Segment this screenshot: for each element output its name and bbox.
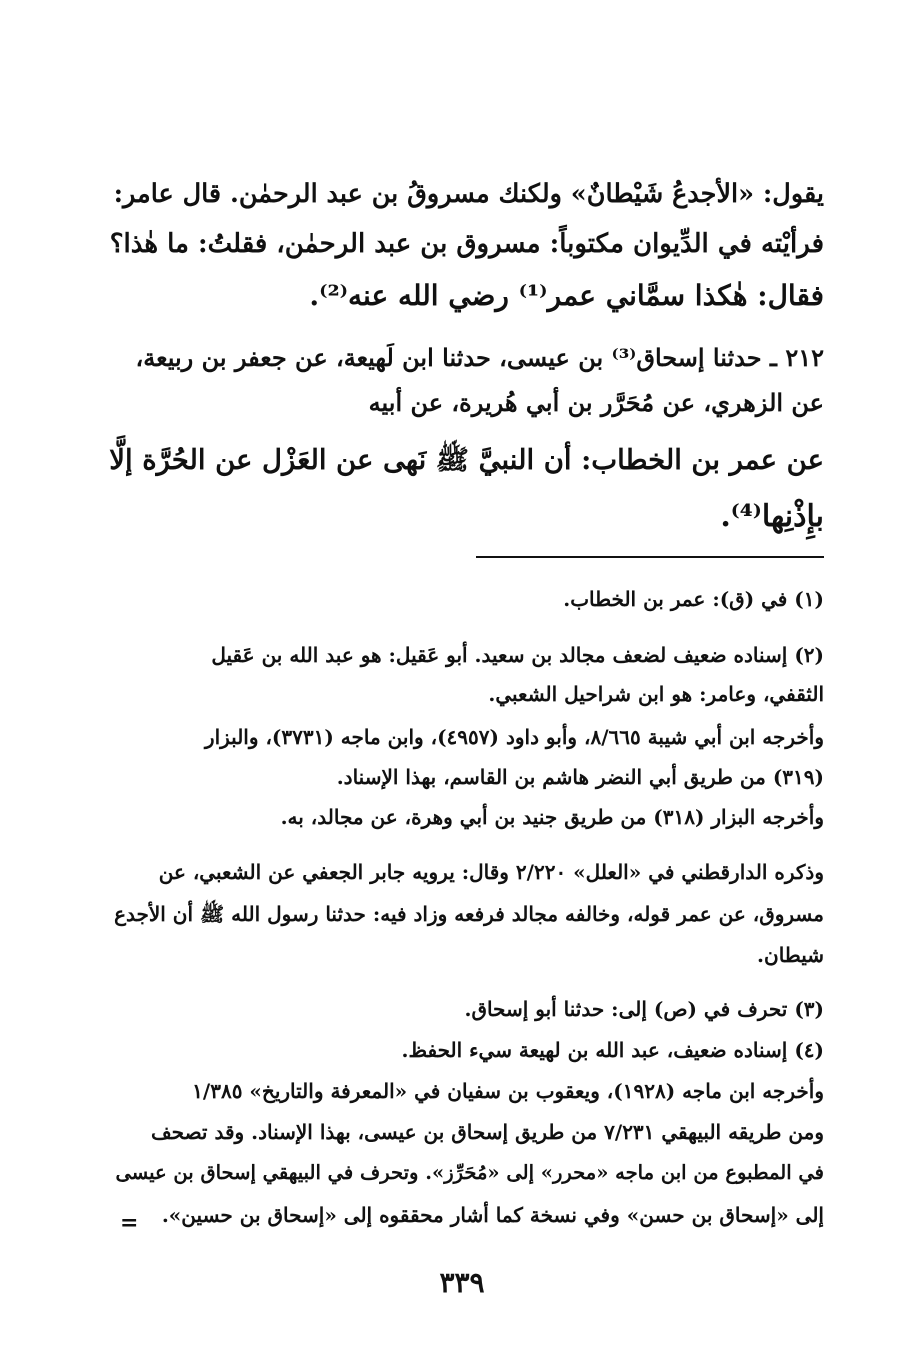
footnote-separator bbox=[476, 556, 824, 558]
footnote-line-7: وذكره الدارقطني في «العلل» ٢/٢٢٠ وقال: يرويه جابر الجعفي عن الشعبي، عن bbox=[158, 860, 824, 884]
footnote-line-1: (١) في (ق): عمر بن الخطاب. bbox=[563, 587, 824, 611]
footnote-line-14: في المطبوع من ابن ماجه «محرر» إلى «مُحَرِّز». وتحرف في البيهقي إسحاق بن عيسى bbox=[115, 1161, 824, 1184]
main-text-line-2: فرأيْته في الدِّيوان مكتوباً: مسروق بن عبد الرحمٰن، فقلتُ: ما هٰذا؟ bbox=[109, 229, 824, 259]
footnote-line-6: وأخرجه البزار (٣١٨) من طريق جنيد بن أبي وهرة، عن مجالد، به. bbox=[280, 805, 824, 829]
main-text-line-3: فقال: هٰكذا سمَّاني عمر⁽¹⁾ رضي الله عنه⁽²⁾. bbox=[309, 279, 824, 312]
footnote-line-8: مسروق، عن عمر قوله، وخالفه مجالد فرفعه وزاد فيه: حدثنا رسول الله ﷺ أن الأجدع bbox=[114, 902, 824, 926]
footnote-line-3: الثقفي، وعامر: هو ابن شراحيل الشعبي. bbox=[488, 682, 824, 706]
footnote-line-2: (٢) إسناده ضعيف لضعف مجالد بن سعيد. أبو عَقيل: هو عبد الله بن عَقيل bbox=[211, 643, 824, 667]
hadith-matn-line-2: بإِذْنِها⁽⁴⁾. bbox=[720, 499, 824, 534]
footnote-line-11: (٤) إسناده ضعيف، عبد الله بن لهيعة سيء الحفظ. bbox=[401, 1038, 824, 1062]
hadith-isnad-line-2: عن الزهري، عن مُحَرَّر بن أبي هُريرة، عن أبيه bbox=[368, 388, 824, 417]
footnote-line-13: ومن طريقه البيهقي ٧/٢٣١ من طريق إسحاق بن عيسى، بهذا الإسناد. وقد تصحف bbox=[150, 1120, 824, 1144]
continuation-mark: = bbox=[120, 1210, 139, 1236]
footnote-line-12: وأخرجه ابن ماجه (١٩٢٨)، ويعقوب بن سفيان في «المعرفة والتاريخ» ١/٣٨٥ bbox=[192, 1079, 824, 1103]
hadith-isnad-line-1: ٢١٢ ـ حدثنا إسحاق⁽³⁾ بن عيسى، حدثنا ابن لَهيعة، عن جعفر بن ربيعة، bbox=[135, 343, 824, 372]
footnote-line-15: إلى «إسحاق بن حسن» وفي نسخة كما أشار محققوه إلى «إسحاق بن حسين». bbox=[161, 1203, 824, 1227]
footnote-line-9: شيطان. bbox=[757, 943, 824, 967]
footnote-line-4: وأخرجه ابن أبي شيبة ٨/٦٦٥، وأبو داود (٤٩٥٧)، وابن ماجه (٣٧٣١)، والبزار bbox=[204, 725, 824, 749]
footnote-line-10: (٣) تحرف في (ص) إلى: حدثنا أبو إسحاق. bbox=[464, 997, 824, 1021]
page-number: ٣٣٩ bbox=[439, 1266, 485, 1299]
main-text-line-1: يقول: «الأجدعُ شَيْطانٌ» ولكنك مسروقُ بن عبد الرحمٰن. قال عامر: bbox=[113, 179, 824, 209]
footnote-line-5: (٣١٩) من طريق أبي النضر هاشم بن القاسم، بهذا الإسناد. bbox=[336, 765, 824, 789]
hadith-matn-line-1: عن عمر بن الخطاب: أن النبيَّ ﷺ نَهى عن العَزْل عن الحُرَّة إلَّا bbox=[109, 444, 824, 476]
